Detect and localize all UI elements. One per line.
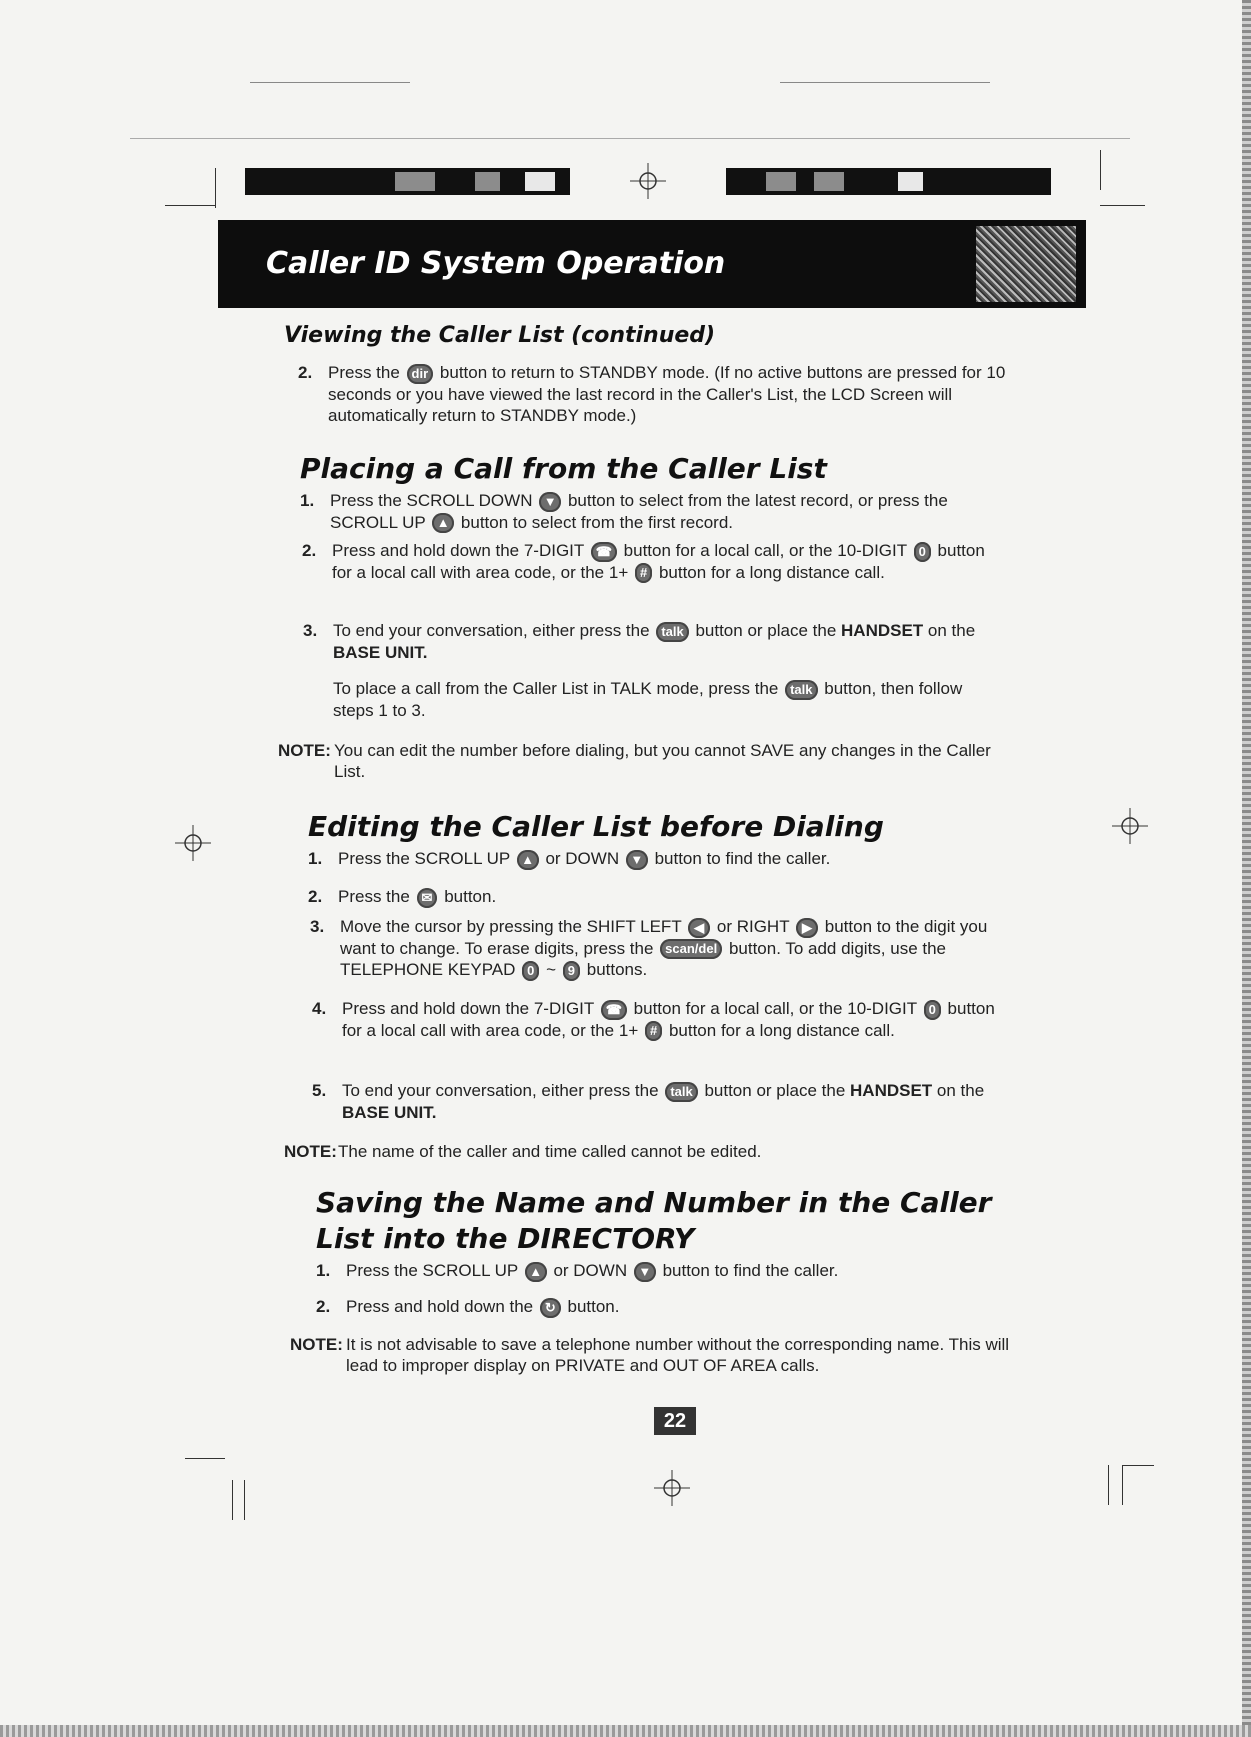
keypad-nine-icon: 9 bbox=[563, 961, 580, 981]
step-text: button to select from the first record. bbox=[460, 512, 734, 532]
crop-mark bbox=[1122, 1465, 1123, 1505]
scroll-up-icon: ▲ bbox=[525, 1262, 547, 1282]
seven-digit-button-icon: ☎ bbox=[591, 542, 617, 562]
scroll-down-icon: ▼ bbox=[539, 492, 561, 512]
step-text: Press the SCROLL DOWN bbox=[330, 491, 533, 510]
step-text: Press the bbox=[328, 363, 400, 382]
one-plus-button-icon: # bbox=[635, 563, 652, 583]
rule-line bbox=[130, 138, 1130, 139]
note-text: It is not advisable to save a telephone number without the corresponding name. This will lead to improper display on PRIVATE and OUT OF AREA calls. bbox=[346, 1335, 1010, 1375]
registration-strip-right bbox=[726, 168, 1051, 195]
page-title: Caller ID System Operation bbox=[266, 246, 726, 281]
registration-crosshair-icon bbox=[1112, 808, 1148, 844]
step-text: To end your conversation, either press the bbox=[333, 621, 650, 640]
editing-step-1 bbox=[308, 848, 1008, 870]
step-text: Press the SCROLL UP bbox=[346, 1261, 518, 1280]
section-title-editing: Editing the Caller List before Dialing bbox=[308, 810, 884, 843]
crop-mark bbox=[232, 1480, 233, 1520]
crop-mark bbox=[1122, 1465, 1154, 1466]
step-text: button. bbox=[444, 887, 497, 906]
note-label: NOTE: bbox=[278, 741, 331, 760]
step-text: button for a local call with area code, or the 1+ bbox=[332, 541, 985, 582]
placing-note bbox=[278, 740, 1004, 782]
crop-mark bbox=[165, 205, 215, 206]
step-text: To end your conversation, either press the bbox=[342, 1081, 659, 1100]
keypad-zero-icon: 0 bbox=[522, 961, 539, 981]
saving-note bbox=[290, 1334, 1016, 1376]
registration-strip-left bbox=[245, 168, 570, 195]
step-text: Move the cursor by pressing the SHIFT LEFT bbox=[340, 917, 682, 936]
scan-edge-bottom bbox=[0, 1725, 1251, 1737]
step-text: or RIGHT bbox=[716, 917, 790, 936]
crop-mark bbox=[1100, 150, 1101, 190]
talk-button-icon: talk bbox=[785, 680, 817, 700]
step-text: button to find the caller. bbox=[662, 1261, 839, 1280]
step-text: Press the SCROLL UP bbox=[338, 849, 510, 868]
step-text: button to select from the latest record, or press the SCROLL UP bbox=[330, 491, 948, 532]
step-text: buttons. bbox=[586, 960, 648, 980]
step-number: 3. bbox=[310, 917, 325, 936]
placing-extra bbox=[333, 678, 1003, 721]
crop-mark bbox=[244, 1480, 245, 1520]
step-number: 2. bbox=[308, 887, 323, 906]
editing-step-4 bbox=[312, 998, 1012, 1041]
registration-crosshair-icon bbox=[654, 1470, 690, 1506]
step-text: Press the bbox=[338, 887, 410, 906]
placing-step-2 bbox=[302, 540, 1002, 583]
base-unit-label: BASE UNIT. bbox=[333, 642, 428, 662]
step-text: button for a long distance call. bbox=[668, 1020, 895, 1040]
editing-step-3 bbox=[310, 916, 1010, 981]
note-text: You can edit the number before dialing, but you cannot SAVE any changes in the Caller List. bbox=[334, 741, 991, 781]
step-text: button to find the caller. bbox=[654, 849, 831, 868]
step-text: button. To add digits, use the TELEPHONE KEYPAD bbox=[340, 938, 947, 980]
talk-button-icon: talk bbox=[656, 622, 688, 642]
strip-cell bbox=[898, 172, 923, 191]
repeat-save-button-icon: ↻ bbox=[540, 1298, 561, 1318]
section-title-saving-line2: List into the DIRECTORY bbox=[316, 1222, 695, 1255]
rule-line bbox=[250, 82, 410, 83]
step-text: or DOWN bbox=[553, 1261, 628, 1280]
strip-cell bbox=[525, 172, 555, 191]
step-text: on the bbox=[927, 621, 976, 640]
step-text: ~ bbox=[546, 960, 557, 980]
handset-label: HANDSET bbox=[850, 1081, 933, 1100]
ten-digit-button-icon: 0 bbox=[924, 1000, 941, 1020]
editing-step-5 bbox=[312, 1080, 1012, 1123]
step-text: Press and hold down the 7-DIGIT bbox=[332, 541, 584, 560]
scan-del-button-icon: scan/del bbox=[660, 939, 722, 959]
rule-line bbox=[780, 82, 990, 83]
step-text: button, then follow steps 1 to 3. bbox=[333, 679, 963, 720]
step-number: 2. bbox=[298, 363, 313, 382]
registration-crosshair-icon bbox=[630, 163, 666, 199]
step-number: 1. bbox=[308, 849, 323, 868]
step-number: 1. bbox=[300, 491, 315, 510]
step-text: button to return to STANDBY mode. (If no active buttons are pressed for 10 seconds or you have viewed the last record in the Caller's List, the LCD Screen will automatically return to STANDBY mode.) bbox=[328, 363, 1006, 425]
section-title-placing: Placing a Call from the Caller List bbox=[300, 452, 827, 485]
step-text: Press and hold down the bbox=[346, 1297, 534, 1316]
scroll-up-icon: ▲ bbox=[517, 850, 539, 870]
seven-digit-button-icon: ☎ bbox=[601, 1000, 627, 1020]
registration-crosshair-icon bbox=[175, 825, 211, 861]
base-unit-label: BASE UNIT. bbox=[342, 1102, 437, 1122]
saving-step-2 bbox=[316, 1296, 1016, 1318]
step-number: 4. bbox=[312, 999, 327, 1018]
mail-answer-button-icon: ✉ bbox=[417, 888, 438, 908]
shift-right-icon: ▶ bbox=[796, 918, 818, 938]
step-text: button to the digit you want to change. To erase digits, press the bbox=[340, 917, 988, 958]
note-label: NOTE: bbox=[284, 1142, 337, 1161]
step-text: button for a local call, or the 10-DIGIT bbox=[633, 999, 917, 1018]
scroll-up-icon: ▲ bbox=[432, 513, 454, 533]
strip-cell bbox=[766, 172, 796, 191]
step-text: button for a long distance call. bbox=[658, 562, 885, 582]
step-text: button. bbox=[567, 1297, 620, 1316]
handset-label: HANDSET bbox=[841, 621, 924, 640]
step-number: 5. bbox=[312, 1081, 327, 1100]
editing-step-2 bbox=[308, 886, 1008, 908]
step-text: or DOWN bbox=[545, 849, 620, 868]
step-number: 3. bbox=[303, 621, 318, 640]
crop-mark bbox=[1108, 1465, 1109, 1505]
scroll-down-icon: ▼ bbox=[626, 850, 648, 870]
header-bar bbox=[218, 220, 1086, 308]
scroll-down-icon: ▼ bbox=[634, 1262, 656, 1282]
saving-step-1 bbox=[316, 1260, 1016, 1282]
step-text: button or place the bbox=[704, 1081, 846, 1100]
crop-mark bbox=[185, 1458, 225, 1459]
step-text: button or place the bbox=[695, 621, 837, 640]
strip-cell bbox=[395, 172, 435, 191]
placing-step-1 bbox=[300, 490, 1000, 533]
step-number: 2. bbox=[316, 1297, 331, 1316]
page-number: 22 bbox=[654, 1407, 696, 1435]
header-decoration bbox=[976, 226, 1076, 302]
placing-step-3 bbox=[303, 620, 1003, 663]
strip-cell bbox=[475, 172, 500, 191]
step-number: 2. bbox=[302, 541, 317, 560]
editing-note bbox=[284, 1141, 1008, 1162]
ten-digit-button-icon: 0 bbox=[914, 542, 931, 562]
note-label: NOTE: bbox=[290, 1335, 343, 1354]
shift-left-icon: ◀ bbox=[688, 918, 710, 938]
section-title-saving-line1: Saving the Name and Number in the Caller bbox=[316, 1186, 992, 1219]
scan-edge-right bbox=[1242, 0, 1251, 1737]
section-title-viewing: Viewing the Caller List (continued) bbox=[284, 323, 716, 348]
viewing-step-2 bbox=[298, 362, 1008, 426]
one-plus-button-icon: # bbox=[645, 1021, 662, 1041]
step-text: button for a local call, or the 10-DIGIT bbox=[623, 541, 907, 560]
strip-cell bbox=[814, 172, 844, 191]
step-text: To place a call from the Caller List in TALK mode, press the bbox=[333, 679, 779, 698]
note-text: The name of the caller and time called cannot be edited. bbox=[338, 1142, 762, 1161]
crop-mark bbox=[215, 168, 216, 208]
talk-button-icon: talk bbox=[665, 1082, 697, 1102]
step-text: button for a local call with area code, or the 1+ bbox=[342, 999, 995, 1040]
step-text: on the bbox=[936, 1081, 985, 1100]
crop-mark bbox=[1100, 205, 1145, 206]
step-number: 1. bbox=[316, 1261, 331, 1280]
step-text: Press and hold down the 7-DIGIT bbox=[342, 999, 594, 1018]
dir-button-icon: dir bbox=[407, 364, 434, 384]
